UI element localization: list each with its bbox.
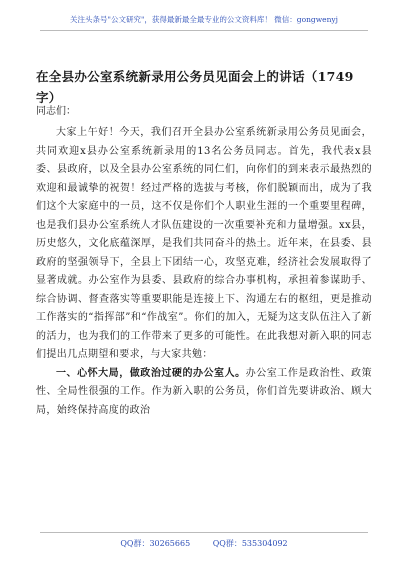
section-heading: 一、心怀大局，做政治过硬的办公室人。	[56, 367, 246, 379]
header-promo-note: 关注头条号"公文研究"，获得最新最全最专业的公文资料库！ 微信：gongwenyj	[70, 15, 338, 24]
header-divider	[40, 30, 368, 31]
footer-qq-group-2: QQ群：535304092	[212, 539, 288, 548]
footer-qq-group-1: QQ群：30265665	[120, 539, 191, 548]
footer	[0, 538, 408, 549]
document-title: 在全县办公室系统新录用公务员见面会上的讲话（1749字）	[36, 69, 354, 105]
body-paragraph: 大家上午好！今天，我们召开全县办公室系统新录用公务员见面会，共同欢迎x县办公室系统新录用的13名公务员同志。首先，我代表x县委、县政府，以及全县办公室系统的同仁们，向你们的到来表示最热烈的欢迎和最诚挚的祝贺！经过严格的选拔与考核，你们脱颖而出，成为了我们这个大家庭中的一员，这不仅是你们个人职业生涯的一个重要里程碑，也是我们县办公室系统人才队伍建设的一次重要补充和力量增强。xx县，历史悠久，文化底蕴深厚，是我们共同奋斗的热土。近年来，在县委、县政府的坚强领导下，全县上下团结一心，攻坚克难，经济社会发展取得了显著成就。办公室作为县委、县政府的综合办事机构，承担着参谋助手、综合协调、督查落实等重要职能是连接上下、沟通左右的枢纽，更是推动工作落实的“指挥部”和“作战室”。你们的加入，无疑为这支队伍注入了新的活力，也为我们的工作带来了更多的可能性。在此我想对新入职的同志们提出几点期望和要求，与大家共勉：	[36, 127, 372, 360]
salutation: 同志们：	[36, 106, 76, 117]
document-body	[36, 124, 372, 420]
section-paragraph	[36, 365, 372, 421]
footer-divider	[40, 532, 368, 533]
section-text: 办公室工作是政治性、政策性、全局性很强的工作。作为新入职的公务员，你们首先要讲政治、顾大局，始终保持高度的政治	[36, 367, 372, 416]
